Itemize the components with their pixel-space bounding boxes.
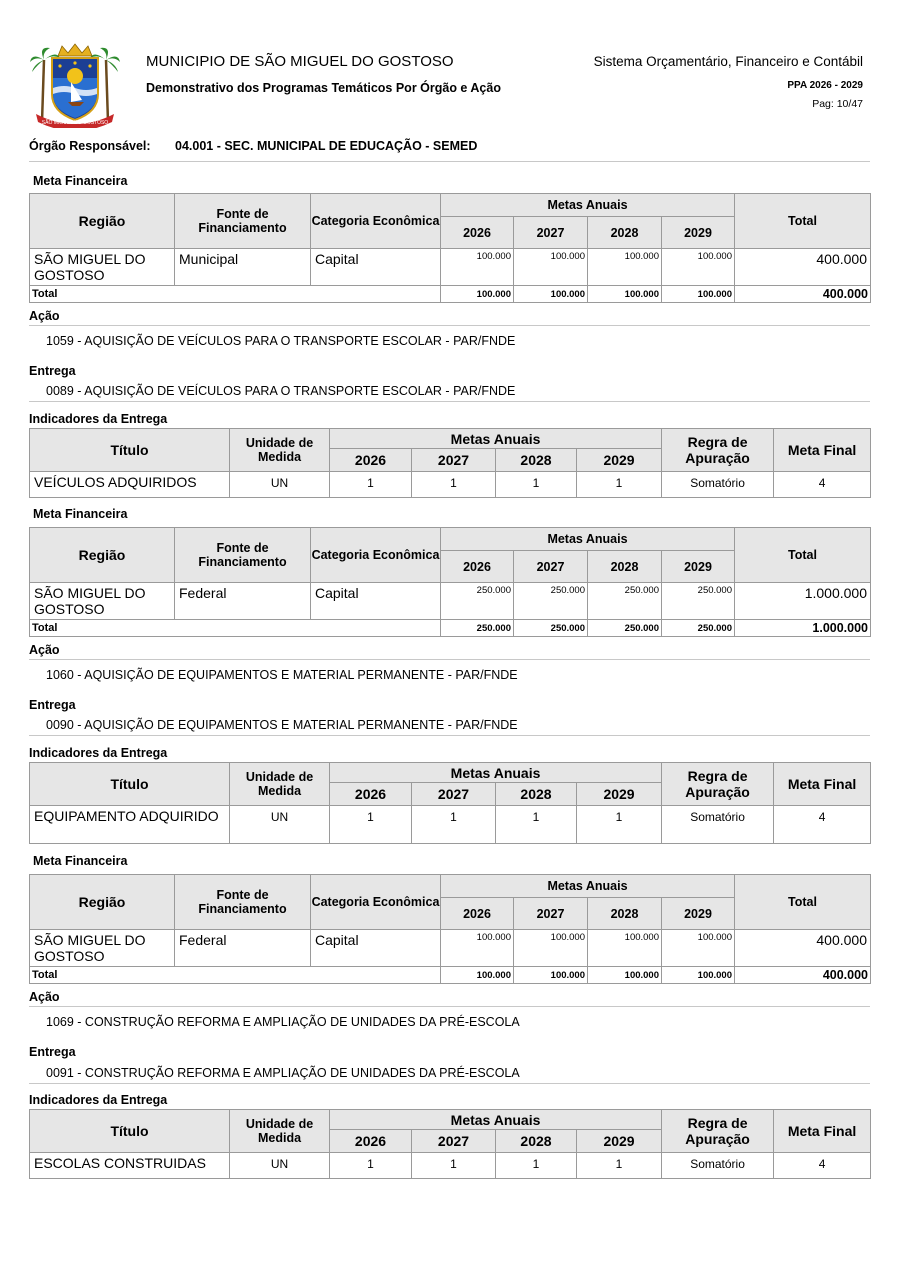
regra-cell: Somatório — [662, 1153, 774, 1179]
col-2027: 2027 — [412, 783, 496, 806]
entrega-heading: Entrega — [29, 364, 76, 378]
indicadores-table — [29, 1109, 871, 1179]
total-2027: 250.000 — [514, 620, 588, 637]
col-2028: 2028 — [588, 551, 662, 583]
col-fonte: Fonte de Financiamento — [175, 528, 311, 583]
col-2026: 2026 — [441, 551, 514, 583]
col-2028: 2028 — [588, 898, 662, 930]
col-regiao: Região — [30, 875, 175, 930]
col-2029: 2029 — [662, 898, 735, 930]
col-titulo: Título — [30, 1110, 230, 1153]
indicadores-heading: Indicadores da Entrega — [29, 412, 168, 426]
table-row — [30, 472, 871, 498]
total-grand: 400.000 — [735, 286, 871, 303]
value-2028: 100.000 — [588, 249, 662, 286]
col-2026: 2026 — [330, 449, 412, 472]
meta-2027: 1 — [412, 1153, 496, 1179]
meta-financeira-table — [29, 527, 871, 637]
fonte-cell: Federal — [175, 930, 311, 967]
table-row — [30, 1153, 871, 1179]
value-2026: 100.000 — [441, 930, 514, 967]
col-2026: 2026 — [441, 898, 514, 930]
col-categoria: Categoria Econômica — [311, 528, 441, 583]
report-title: Demonstrativo dos Programas Temáticos Por Órgão e Ação — [146, 81, 501, 95]
total-2028: 100.000 — [588, 286, 662, 303]
meta-2027: 1 — [412, 806, 496, 844]
col-meta-final: Meta Final — [774, 1110, 871, 1153]
fonte-cell: Federal — [175, 583, 311, 620]
value-2026: 100.000 — [441, 249, 514, 286]
table-row — [30, 806, 871, 844]
logo-ribbon-text: SÃO MIGUEL DO GOSTOSO — [41, 120, 109, 126]
value-total: 400.000 — [735, 249, 871, 286]
regiao-cell: SÃO MIGUEL DO GOSTOSO — [30, 930, 175, 967]
col-fonte: Fonte de Financiamento — [175, 194, 311, 249]
meta-final-cell: 4 — [774, 1153, 871, 1179]
col-regra: Regra de Apuração — [662, 1110, 774, 1153]
unidade-cell: UN — [230, 1153, 330, 1179]
value-2029: 100.000 — [662, 930, 735, 967]
col-categoria: Categoria Econômica — [311, 875, 441, 930]
value-2027: 250.000 — [514, 583, 588, 620]
entrega-text: 0089 - AQUISIÇÃO DE VEÍCULOS PARA O TRANSPORTE ESCOLAR - PAR/FNDE — [29, 384, 870, 402]
total-2028: 100.000 — [588, 967, 662, 984]
meta-final-cell: 4 — [774, 806, 871, 844]
col-regiao: Região — [30, 194, 175, 249]
value-2028: 250.000 — [588, 583, 662, 620]
total-grand: 400.000 — [735, 967, 871, 984]
col-2029: 2029 — [577, 1130, 662, 1153]
total-row — [30, 967, 871, 984]
col-2027: 2027 — [514, 217, 588, 249]
entrega-text: 0091 - CONSTRUÇÃO REFORMA E AMPLIAÇÃO DE UNIDADES DA PRÉ-ESCOLA — [29, 1066, 870, 1084]
municipal-coat-of-arms-logo — [28, 42, 122, 128]
value-total: 1.000.000 — [735, 583, 871, 620]
meta-2029: 1 — [577, 1153, 662, 1179]
meta-financeira-heading: Meta Financeira — [33, 854, 128, 868]
total-2027: 100.000 — [514, 286, 588, 303]
indicadores-table — [29, 428, 871, 498]
table-row — [30, 930, 871, 967]
system-name: Sistema Orçamentário, Financeiro e Contábil — [593, 54, 863, 69]
total-row — [30, 620, 871, 637]
categoria-cell: Capital — [311, 930, 441, 967]
table-row — [30, 249, 871, 286]
col-categoria: Categoria Econômica — [311, 194, 441, 249]
value-2027: 100.000 — [514, 249, 588, 286]
indicadores-table — [29, 762, 871, 844]
col-2026: 2026 — [330, 783, 412, 806]
acao-heading: Ação — [29, 990, 870, 1007]
total-grand: 1.000.000 — [735, 620, 871, 637]
acao-text: 1059 - AQUISIÇÃO DE VEÍCULOS PARA O TRANSPORTE ESCOLAR - PAR/FNDE — [46, 334, 516, 348]
total-2029: 100.000 — [662, 967, 735, 984]
col-metas-anuais: Metas Anuais — [441, 194, 735, 217]
table-row — [30, 583, 871, 620]
regra-cell: Somatório — [662, 806, 774, 844]
total-2026: 100.000 — [441, 967, 514, 984]
value-2027: 100.000 — [514, 930, 588, 967]
total-2027: 100.000 — [514, 967, 588, 984]
meta-2028: 1 — [496, 472, 577, 498]
value-2028: 100.000 — [588, 930, 662, 967]
col-2028: 2028 — [496, 1130, 577, 1153]
col-2026: 2026 — [441, 217, 514, 249]
col-regra: Regra de Apuração — [662, 763, 774, 806]
acao-heading: Ação — [29, 643, 870, 660]
col-2029: 2029 — [577, 783, 662, 806]
total-2026: 100.000 — [441, 286, 514, 303]
col-metas-anuais: Metas Anuais — [330, 1110, 662, 1130]
regiao-cell: SÃO MIGUEL DO GOSTOSO — [30, 583, 175, 620]
col-unidade: Unidade de Medida — [230, 429, 330, 472]
regiao-cell: SÃO MIGUEL DO GOSTOSO — [30, 249, 175, 286]
meta-2028: 1 — [496, 806, 577, 844]
meta-financeira-table — [29, 874, 871, 984]
titulo-cell: VEÍCULOS ADQUIRIDOS — [30, 472, 230, 498]
col-2027: 2027 — [514, 898, 588, 930]
regra-cell: Somatório — [662, 472, 774, 498]
total-label: Total — [30, 967, 441, 984]
municipality-name: MUNICIPIO DE SÃO MIGUEL DO GOSTOSO — [146, 53, 454, 70]
meta-financeira-table — [29, 193, 871, 303]
meta-financeira-heading: Meta Financeira — [33, 507, 128, 521]
total-row — [30, 286, 871, 303]
indicadores-heading: Indicadores da Entrega — [29, 1093, 168, 1107]
col-2028: 2028 — [496, 783, 577, 806]
value-2029: 100.000 — [662, 249, 735, 286]
col-fonte: Fonte de Financiamento — [175, 875, 311, 930]
titulo-cell: EQUIPAMENTO ADQUIRIDO — [30, 806, 230, 844]
meta-final-cell: 4 — [774, 472, 871, 498]
col-meta-final: Meta Final — [774, 763, 871, 806]
col-2029: 2029 — [662, 551, 735, 583]
orgao-responsavel — [29, 139, 477, 153]
col-2029: 2029 — [577, 449, 662, 472]
col-metas-anuais: Metas Anuais — [330, 763, 662, 783]
col-regra: Regra de Apuração — [662, 429, 774, 472]
col-2028: 2028 — [496, 449, 577, 472]
col-2027: 2027 — [412, 449, 496, 472]
col-metas-anuais: Metas Anuais — [330, 429, 662, 449]
col-total: Total — [735, 528, 871, 583]
divider — [29, 161, 870, 162]
orgao-value: 04.001 - SEC. MUNICIPAL DE EDUCAÇÃO - SEMED — [175, 139, 478, 153]
meta-2029: 1 — [577, 472, 662, 498]
meta-2028: 1 — [496, 1153, 577, 1179]
acao-heading: Ação — [29, 309, 870, 326]
col-2028: 2028 — [588, 217, 662, 249]
meta-2027: 1 — [412, 472, 496, 498]
entrega-heading: Entrega — [29, 1045, 76, 1059]
total-2029: 100.000 — [662, 286, 735, 303]
value-total: 400.000 — [735, 930, 871, 967]
meta-2026: 1 — [330, 472, 412, 498]
categoria-cell: Capital — [311, 583, 441, 620]
acao-text: 1060 - AQUISIÇÃO DE EQUIPAMENTOS E MATERIAL PERMANENTE - PAR/FNDE — [46, 668, 518, 682]
col-unidade: Unidade de Medida — [230, 763, 330, 806]
col-2027: 2027 — [412, 1130, 496, 1153]
col-meta-final: Meta Final — [774, 429, 871, 472]
titulo-cell: ESCOLAS CONSTRUIDAS — [30, 1153, 230, 1179]
meta-2026: 1 — [330, 806, 412, 844]
col-total: Total — [735, 194, 871, 249]
meta-2026: 1 — [330, 1153, 412, 1179]
total-label: Total — [30, 286, 441, 303]
meta-2029: 1 — [577, 806, 662, 844]
col-titulo: Título — [30, 763, 230, 806]
total-2026: 250.000 — [441, 620, 514, 637]
acao-text: 1069 - CONSTRUÇÃO REFORMA E AMPLIAÇÃO DE UNIDADES DA PRÉ-ESCOLA — [46, 1015, 520, 1029]
col-titulo: Título — [30, 429, 230, 472]
total-2029: 250.000 — [662, 620, 735, 637]
col-2027: 2027 — [514, 551, 588, 583]
col-metas-anuais: Metas Anuais — [441, 875, 735, 898]
col-2026: 2026 — [330, 1130, 412, 1153]
unidade-cell: UN — [230, 806, 330, 844]
entrega-heading: Entrega — [29, 698, 76, 712]
col-unidade: Unidade de Medida — [230, 1110, 330, 1153]
page-number: Pag: 10/47 — [812, 98, 863, 110]
categoria-cell: Capital — [311, 249, 441, 286]
orgao-label: Órgão Responsável: — [29, 139, 151, 153]
col-2029: 2029 — [662, 217, 735, 249]
unidade-cell: UN — [230, 472, 330, 498]
col-metas-anuais: Metas Anuais — [441, 528, 735, 551]
meta-financeira-heading: Meta Financeira — [33, 174, 128, 188]
indicadores-heading: Indicadores da Entrega — [29, 746, 168, 760]
col-regiao: Região — [30, 528, 175, 583]
page-header — [0, 0, 900, 130]
col-total: Total — [735, 875, 871, 930]
fonte-cell: Municipal — [175, 249, 311, 286]
entrega-text: 0090 - AQUISIÇÃO DE EQUIPAMENTOS E MATERIAL PERMANENTE - PAR/FNDE — [29, 718, 870, 736]
total-2028: 250.000 — [588, 620, 662, 637]
ppa-period: PPA 2026 - 2029 — [787, 80, 863, 91]
total-label: Total — [30, 620, 441, 637]
value-2026: 250.000 — [441, 583, 514, 620]
value-2029: 250.000 — [662, 583, 735, 620]
